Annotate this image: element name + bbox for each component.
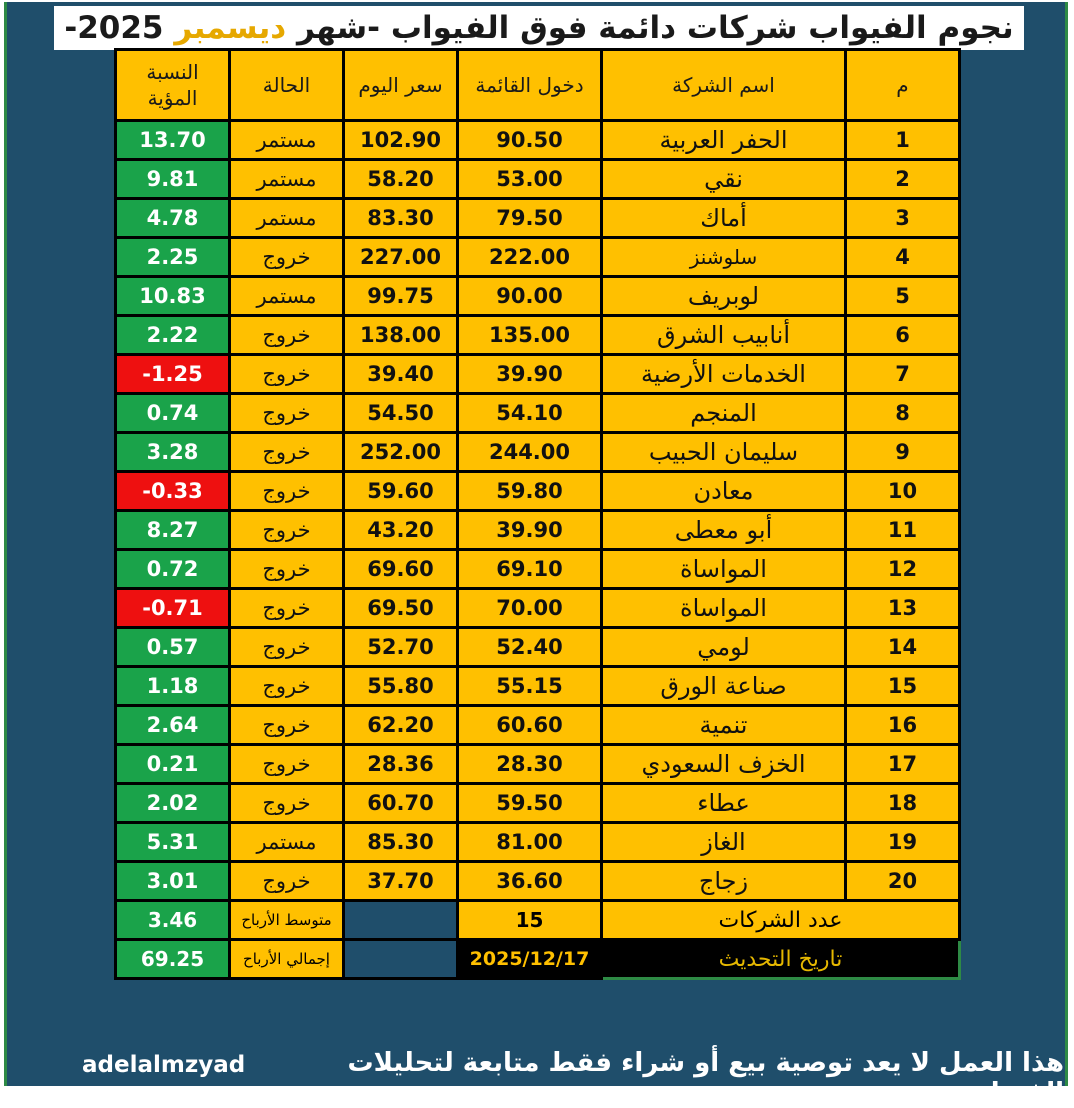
today-price-cell: 85.30 [344, 823, 458, 862]
total-value: 69.25 [116, 940, 230, 979]
percent-cell: 0.21 [116, 745, 230, 784]
percent-cell: 2.64 [116, 706, 230, 745]
index-cell: 5 [846, 277, 960, 316]
table-row [116, 823, 960, 862]
index-cell: 13 [846, 589, 960, 628]
entry-price-cell: 39.90 [458, 511, 602, 550]
index-cell: 6 [846, 316, 960, 355]
percent-cell: 5.31 [116, 823, 230, 862]
entry-price-cell: 244.00 [458, 433, 602, 472]
index-cell: 16 [846, 706, 960, 745]
entry-price-cell: 81.00 [458, 823, 602, 862]
index-cell: 17 [846, 745, 960, 784]
status-cell: خروج [230, 667, 344, 706]
entry-price-cell: 135.00 [458, 316, 602, 355]
today-price-cell: 43.20 [344, 511, 458, 550]
company-name-cell: سلوشنز [602, 238, 846, 277]
today-price-cell: 252.00 [344, 433, 458, 472]
page-title [7, 6, 1071, 50]
today-price-cell: 227.00 [344, 238, 458, 277]
company-name-cell: لومي [602, 628, 846, 667]
table-row [116, 862, 960, 901]
today-price-cell: 58.20 [344, 160, 458, 199]
company-name-cell: المواساة [602, 550, 846, 589]
percent-cell: 9.81 [116, 160, 230, 199]
summary-row-count [116, 901, 960, 940]
table-row [116, 472, 960, 511]
company-name-cell: الحفر العربية [602, 121, 846, 160]
today-price-cell: 138.00 [344, 316, 458, 355]
index-cell: 9 [846, 433, 960, 472]
company-name-cell: أماك [602, 199, 846, 238]
entry-price-cell: 60.60 [458, 706, 602, 745]
table-row [116, 121, 960, 160]
company-name-cell: صناعة الورق [602, 667, 846, 706]
header-row [116, 50, 960, 121]
disclaimer-text: هذا العمل لا يعد توصية بيع أو شراء فقط متابعة لتحليلات الفيواب [347, 1048, 1064, 1108]
percent-cell: 3.28 [116, 433, 230, 472]
percent-cell: 3.01 [116, 862, 230, 901]
today-price-cell: 69.50 [344, 589, 458, 628]
status-cell: خروج [230, 472, 344, 511]
index-cell: 14 [846, 628, 960, 667]
status-cell: مستمر [230, 199, 344, 238]
table-row [116, 160, 960, 199]
company-name-cell: الغاز [602, 823, 846, 862]
title-prefix: نجوم الفيواب شركات دائمة فوق الفيواب -شهر [296, 10, 1014, 46]
status-cell: خروج [230, 355, 344, 394]
percent-cell: 2.25 [116, 238, 230, 277]
table-row [116, 745, 960, 784]
status-cell: خروج [230, 316, 344, 355]
index-cell: 11 [846, 511, 960, 550]
table-row [116, 394, 960, 433]
index-cell: 4 [846, 238, 960, 277]
percent-cell: -0.71 [116, 589, 230, 628]
title-month: ديسمبر [174, 10, 287, 46]
count-value: 15 [458, 901, 602, 940]
table-row [116, 433, 960, 472]
company-name-cell: تنمية [602, 706, 846, 745]
summary-gap [344, 901, 458, 940]
table-row [116, 628, 960, 667]
today-price-cell: 83.30 [344, 199, 458, 238]
table-row [116, 550, 960, 589]
table-row [116, 316, 960, 355]
header-today: سعر اليوم [344, 50, 458, 121]
today-price-cell: 99.75 [344, 277, 458, 316]
company-name-cell: زجاج [602, 862, 846, 901]
index-cell: 2 [846, 160, 960, 199]
company-name-cell: أنابيب الشرق [602, 316, 846, 355]
header-entry: دخول القائمة [458, 50, 602, 121]
index-cell: 19 [846, 823, 960, 862]
today-price-cell: 60.70 [344, 784, 458, 823]
entry-price-cell: 59.50 [458, 784, 602, 823]
avg-label: متوسط الأرباح [230, 901, 344, 940]
table-row [116, 667, 960, 706]
today-price-cell: 52.70 [344, 628, 458, 667]
index-cell: 8 [846, 394, 960, 433]
table-row [116, 589, 960, 628]
entry-price-cell: 39.90 [458, 355, 602, 394]
status-cell: خروج [230, 784, 344, 823]
status-cell: خروج [230, 511, 344, 550]
today-price-cell: 102.90 [344, 121, 458, 160]
entry-price-cell: 53.00 [458, 160, 602, 199]
company-name-cell: الخدمات الأرضية [602, 355, 846, 394]
percent-cell: -0.33 [116, 472, 230, 511]
table-row [116, 199, 960, 238]
index-cell: 10 [846, 472, 960, 511]
status-cell: خروج [230, 745, 344, 784]
header-pct: النسبة المؤية [116, 50, 230, 121]
index-cell: 3 [846, 199, 960, 238]
avg-value: 3.46 [116, 901, 230, 940]
today-price-cell: 59.60 [344, 472, 458, 511]
entry-price-cell: 222.00 [458, 238, 602, 277]
entry-price-cell: 69.10 [458, 550, 602, 589]
today-price-cell: 55.80 [344, 667, 458, 706]
percent-cell: 1.18 [116, 667, 230, 706]
entry-price-cell: 28.30 [458, 745, 602, 784]
percent-cell: 10.83 [116, 277, 230, 316]
percent-cell: 4.78 [116, 199, 230, 238]
company-name-cell: المواساة [602, 589, 846, 628]
status-cell: خروج [230, 862, 344, 901]
author-handle: adelalmzyad [82, 1052, 246, 1078]
table-row [116, 355, 960, 394]
index-cell: 18 [846, 784, 960, 823]
entry-price-cell: 36.60 [458, 862, 602, 901]
table-row [116, 706, 960, 745]
status-cell: خروج [230, 628, 344, 667]
entry-price-cell: 79.50 [458, 199, 602, 238]
header-index: م [846, 50, 960, 121]
entry-price-cell: 90.00 [458, 277, 602, 316]
percent-cell: 2.22 [116, 316, 230, 355]
total-label: إجمالي الأرباح [230, 940, 344, 979]
percent-cell: 0.72 [116, 550, 230, 589]
index-cell: 15 [846, 667, 960, 706]
company-name-cell: أبو معطى [602, 511, 846, 550]
company-name-cell: عطاء [602, 784, 846, 823]
today-price-cell: 28.36 [344, 745, 458, 784]
footer [0, 1046, 1064, 1108]
company-name-cell: معادن [602, 472, 846, 511]
status-cell: مستمر [230, 277, 344, 316]
percent-cell: 0.74 [116, 394, 230, 433]
status-cell: مستمر [230, 121, 344, 160]
entry-price-cell: 55.15 [458, 667, 602, 706]
percent-cell: 2.02 [116, 784, 230, 823]
today-price-cell: 62.20 [344, 706, 458, 745]
company-name-cell: سليمان الحبيب [602, 433, 846, 472]
entry-price-cell: 59.80 [458, 472, 602, 511]
status-cell: خروج [230, 706, 344, 745]
index-cell: 7 [846, 355, 960, 394]
entry-price-cell: 70.00 [458, 589, 602, 628]
entry-price-cell: 52.40 [458, 628, 602, 667]
percent-cell: -1.25 [116, 355, 230, 394]
status-cell: خروج [230, 433, 344, 472]
table-row [116, 277, 960, 316]
entry-price-cell: 90.50 [458, 121, 602, 160]
index-cell: 12 [846, 550, 960, 589]
today-price-cell: 69.60 [344, 550, 458, 589]
percent-cell: 13.70 [116, 121, 230, 160]
today-price-cell: 39.40 [344, 355, 458, 394]
percent-cell: 0.57 [116, 628, 230, 667]
index-cell: 1 [846, 121, 960, 160]
summary-gap-2 [344, 940, 458, 979]
today-price-cell: 54.50 [344, 394, 458, 433]
status-cell: خروج [230, 550, 344, 589]
table-row [116, 784, 960, 823]
title-bar [54, 6, 1023, 50]
status-cell: خروج [230, 589, 344, 628]
status-cell: خروج [230, 394, 344, 433]
percent-cell: 8.27 [116, 511, 230, 550]
entry-price-cell: 54.10 [458, 394, 602, 433]
table-row [116, 511, 960, 550]
header-company: اسم الشركة [602, 50, 846, 121]
status-cell: مستمر [230, 160, 344, 199]
company-name-cell: لوبريف [602, 277, 846, 316]
table-row [116, 238, 960, 277]
status-cell: مستمر [230, 823, 344, 862]
update-label: تاريخ التحديث [602, 940, 960, 979]
count-label: عدد الشركات [602, 901, 960, 940]
summary-row-total [116, 940, 960, 979]
today-price-cell: 37.70 [344, 862, 458, 901]
company-name-cell: المنجم [602, 394, 846, 433]
title-year: -2025 [64, 10, 164, 46]
header-status: الحالة [230, 50, 344, 121]
company-name-cell: نقي [602, 160, 846, 199]
update-date: 2025/12/17 [458, 940, 602, 979]
index-cell: 20 [846, 862, 960, 901]
company-name-cell: الخزف السعودي [602, 745, 846, 784]
stocks-table [114, 48, 961, 980]
status-cell: خروج [230, 238, 344, 277]
